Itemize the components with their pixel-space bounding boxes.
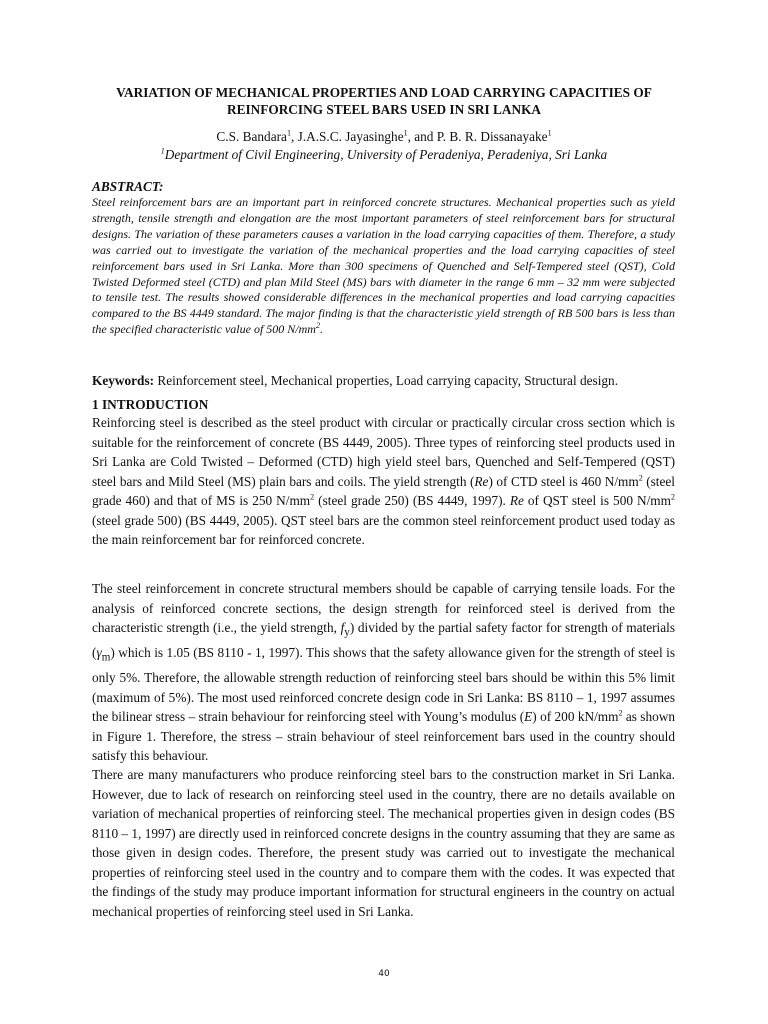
p1-superscript-1: 2 bbox=[638, 473, 643, 483]
affiliation bbox=[60, 146, 708, 164]
abstract-end: . bbox=[319, 322, 323, 337]
intro-paragraph-1 bbox=[92, 413, 675, 550]
abstract-text bbox=[92, 195, 675, 338]
author-1: C.S. Bandara bbox=[216, 129, 287, 144]
abstract-body: Steel reinforcement bars are an important part in reinforced concrete structures. Mechanical properties such as yield strength, tensile strength and elongation are the most important parameters of steel reinforcement bars for structural designs. The variation of these parameters causes a variation in the load carrying capacities of them. Therefore, a study was carried out to investigate the variation of the mechanical properties and the load carrying capacities of steel reinforcement bars used in Sri Lanka. More than 300 specimens of Quenched and Self-Tempered steel (QST), Cold Twisted Deformed steel (CTD) and plan Mild Steel (MS) bars with diameter in the range 6 mm – 32 mm were subjected to tensile test. The results showed considerable differences in the mechanical properties and load carrying capacities compared to the BS 4449 standard. The major finding is that the characteristic yield strength of RB 500 bars is less than the specified characteristic value of 500 N/mm bbox=[92, 195, 675, 337]
p2-symbol-gamma-subscript: m bbox=[101, 651, 111, 664]
p2-text-1: The steel reinforcement in concrete structural members should be capable of carrying tensile loads. For the analysis of reinforced concrete sections, the design strength for reinforced steel is derived from the characteristic strength (i.e., the yield strength, bbox=[92, 581, 675, 635]
p1-symbol-re-1: Re bbox=[474, 473, 489, 489]
author-1-affiliation-mark: 1 bbox=[286, 128, 291, 138]
page-number: 40 bbox=[378, 969, 390, 979]
paper-title bbox=[80, 84, 688, 118]
keywords-label: Keywords: bbox=[92, 373, 155, 388]
title-line-1: VARIATION OF MECHANICAL PROPERTIES AND LOAD CARRYING CAPACITIES OF bbox=[116, 85, 652, 100]
abstract-heading: ABSTRACT: bbox=[92, 179, 164, 194]
p1-text-3: (steel grade 460) and that of MS is 250 N/mm bbox=[92, 473, 675, 508]
p2-symbol-fy: f bbox=[340, 620, 345, 635]
p2-superscript: 2 bbox=[618, 708, 623, 718]
author-3-affiliation-mark: 1 bbox=[547, 128, 552, 138]
p2-text-3: ) which is 1.05 (BS 8110 - 1, 1997). This shows that the safety allowance given for the strength of steel is only 5%. Therefore, the allowable strength reduction of reinforcing steel bars should be within this 5% limit (maximum of 5%). The most used reinforced concrete design code in Sri Lanka: BS 8110 – 1, 1997 assumes the bilinear stress – strain behaviour for reinforcing steel with Young’s modulus ( bbox=[92, 645, 675, 725]
p1-superscript-3: 2 bbox=[671, 492, 675, 502]
author-separator-2: , and bbox=[407, 129, 437, 144]
p2-text-4: ) of 200 kN/mm bbox=[532, 709, 619, 725]
intro-paragraph-3: There are many manufacturers who produce reinforcing steel bars to the construction market in Sri Lanka. However, due to lack of research on reinforcing steel used in the country, there are no details available on variation of mechanical properties of reinforcing steel. The mechanical properties given in design codes (BS 8110 – 1, 1997) are directly used in reinforced concrete designs in the country assuming that they are same as those given in design codes. Therefore, the present study was carried out to investigate the mechanical properties of reinforcing steel used in the country and to compare them with the codes. It was expected that the findings of the study may produce important information for structural engineers in the country on actual mechanical properties of reinforcing steel used in Sri Lanka. bbox=[92, 767, 675, 919]
intro-paragraph-2 bbox=[92, 579, 675, 766]
affiliation-text: Department of Civil Engineering, University of Peradeniya, Peradeniya, Sri Lanka bbox=[164, 147, 608, 162]
title-line-2: REINFORCING STEEL BARS USED IN SRI LANKA bbox=[226, 102, 542, 117]
author-2: J.A.S.C. Jayasinghe bbox=[297, 129, 404, 144]
p1-text-5: of QST steel is 500 N/mm bbox=[523, 493, 671, 508]
author-list bbox=[60, 128, 708, 146]
abstract-unit-superscript: 2 bbox=[315, 321, 320, 331]
p2-symbol-e: E bbox=[524, 709, 533, 725]
p1-text-4: (steel grade 250) (BS 4449, 1997). bbox=[314, 493, 510, 508]
p1-superscript-2: 2 bbox=[310, 492, 315, 502]
p1-text-2: ) of CTD steel is 460 N/mm bbox=[488, 473, 639, 489]
author-2-affiliation-mark: 1 bbox=[403, 128, 408, 138]
p2-symbol-fy-subscript: y bbox=[344, 626, 350, 639]
section-heading-introduction: 1 INTRODUCTION bbox=[92, 397, 209, 412]
p2-symbol-gamma: γ bbox=[96, 645, 102, 661]
affiliation-mark: 1 bbox=[160, 146, 165, 156]
p2-text-2: ) divided by the partial safety factor for strength of materials ( bbox=[92, 620, 675, 661]
keywords bbox=[92, 372, 675, 390]
p1-symbol-re-2: Re bbox=[509, 493, 524, 508]
author-3: P. B. R. Dissanayake bbox=[436, 129, 548, 144]
p1-text-6: (steel grade 500) (BS 4449, 2005). QST steel bars are the common steel reinforcement product used today as the main reinforcement bar for reinforced concrete. bbox=[92, 512, 675, 547]
author-separator-1: , bbox=[290, 129, 298, 144]
p1-text-1: Reinforcing steel is described as the steel product with circular or practically circular cross section which is suitable for the reinforcement of concrete (BS 4449, 2005). Three types of reinforcing steel products used in Sri Lanka are Cold Twisted – Deformed (CTD) high yield steel bars, Quenched and Self-Tempered (QST) steel bars and Mild Steel (MS) plain bars and coils. The yield strength ( bbox=[92, 415, 675, 489]
keywords-text: Reinforcement steel, Mechanical properties, Load carrying capacity, Structural design. bbox=[154, 373, 619, 388]
p2-text-5: as shown in Figure 1. Therefore, the stress – strain behaviour of steel reinforcement bars used in the country should satisfy this behaviour. bbox=[92, 709, 675, 764]
